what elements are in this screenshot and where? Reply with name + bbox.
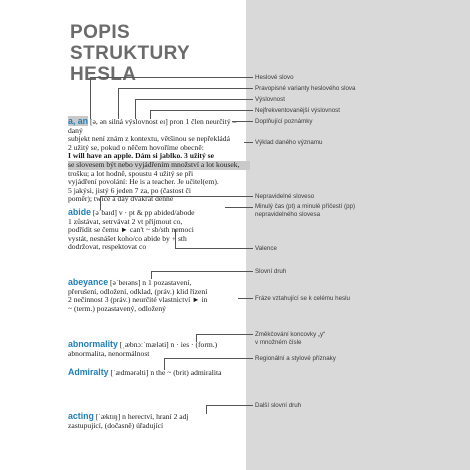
entry-text: ~ (term.) pozastavený, odložený	[68, 303, 166, 313]
entry-abnormality	[68, 340, 250, 358]
title-line-2: HESLA	[70, 64, 137, 85]
entry-text: podřídit se čemu ► can't ~ sb/sth nemoci	[68, 225, 194, 235]
entry-text: subjekt není znám z kontextu, většinou se nepřekládá	[68, 134, 230, 144]
entry-line	[68, 117, 250, 135]
annotation-valence: Valence	[255, 245, 277, 252]
annotation-phrase: Fráze vztahující se k celému heslu	[255, 295, 350, 302]
entry-abeyance	[68, 278, 250, 313]
entry-text: vystát, nesnášet koho/co abide by + sth	[68, 233, 187, 243]
leader-line	[238, 298, 253, 299]
leader-line	[164, 358, 165, 370]
headword: a, an	[68, 116, 89, 126]
entry-admiralty	[68, 368, 250, 378]
entry-text: [əˈbaɪd] v · pt & pp abided/abode	[92, 208, 195, 217]
leader-line	[150, 110, 253, 111]
annotation-y-softening-1: Změkčování koncovky „y“	[255, 331, 326, 338]
entry-text: [ˈædmərəlti] n the ~ (brit) admiralita	[110, 368, 222, 377]
leader-line	[150, 110, 151, 119]
entry-acting	[68, 412, 250, 430]
entry-text: I will have an apple. Dám si jablko. 3 užitý se	[68, 151, 214, 161]
annotation-regional-style: Regionální a stylové příznaky	[255, 355, 336, 362]
annotation-past-tense-2: nepravidelného slovesa	[255, 210, 321, 218]
leader-line	[225, 207, 253, 208]
leader-line	[196, 334, 253, 335]
entry-text: [ˌæbnɔːˈmæləti] n · ies · (form.)	[119, 340, 218, 349]
entry-text: 2 nečinnost 3 (práv.) neurčité vlastnictví ► in	[68, 295, 208, 305]
leader-line	[175, 248, 253, 249]
annotation-pronunciation: Výslovnost	[255, 96, 285, 103]
headword: abide	[68, 207, 91, 217]
leader-line	[151, 271, 152, 279]
headword: acting	[68, 411, 94, 421]
entry-text: trošku; a lot hodně, spoustu 4 užitý se při	[68, 168, 194, 178]
entry-abide	[68, 208, 250, 252]
leader-line	[164, 358, 253, 359]
leader-line	[118, 88, 253, 89]
leader-line	[100, 196, 253, 197]
entry-text: 1 zůstávat, setrvávat 2 vt přijmout co,	[68, 216, 183, 226]
leader-line	[175, 229, 176, 248]
leader-line	[244, 142, 253, 143]
entry-text: dodržovat, respektovat co	[68, 242, 147, 252]
annotation-notes: Doplňující poznámky	[255, 118, 313, 125]
leader-line	[232, 121, 253, 122]
leader-line	[90, 77, 253, 78]
annotation-another-pos: Další slovní druh	[255, 402, 302, 409]
annotation-y-softening-2: v množném čísle	[255, 338, 302, 346]
annotation-frequent-pronunciation: Nejfrekventovanější výslovnost	[255, 107, 340, 114]
entry-text: [əˈbeɪəns] n 1 pozastavení,	[110, 278, 192, 287]
entry-text: vyjádření povolání: He is a teacher. Je učitel(em).	[68, 177, 219, 187]
entry-text: 5 jakýsi, jistý 6 jeden 7 za, po (častost či	[68, 185, 191, 195]
entry-text: [ˈæktɪŋ] n herectví, hraní 2 adj	[95, 412, 189, 421]
leader-line	[90, 77, 91, 119]
entry-text: poměr); twice a day dvakrát denně	[68, 194, 174, 204]
annotation-part-of-speech: Slovní druh	[255, 268, 287, 275]
entry-text: přerušení, odložení, odklad, (práv.) klid řízení	[68, 286, 208, 296]
title-line-1: POPIS STRUKTURY	[70, 22, 191, 64]
annotation-past-tense-1: Minulý čas (pt) a minulé příčestí (pp)	[255, 203, 356, 210]
entry-text: abnormalita, nenormálnost	[68, 348, 150, 358]
leader-line	[206, 405, 253, 406]
annotation-irregular-verb: Nepravidelné sloveso	[255, 193, 315, 200]
leader-line	[196, 334, 197, 342]
leader-line	[118, 88, 119, 119]
page-title	[70, 22, 250, 85]
leader-line	[135, 99, 136, 119]
leader-line	[151, 271, 253, 272]
entry-text: 2 užitý se, pokud o něčem hovoříme obecně:	[68, 142, 204, 152]
annotation-headword: Heslové slovo	[255, 74, 294, 81]
entry-a-an	[68, 117, 250, 204]
headword: abeyance	[68, 277, 109, 287]
leader-line	[135, 99, 253, 100]
annotation-spelling-variants: Pravopisné varianty heslového slova	[255, 85, 356, 92]
leader-line	[100, 196, 101, 210]
headword: abnormality	[68, 339, 118, 349]
annotation-panel	[246, 0, 470, 470]
entry-text: zastupující, (dočasně) úřadující	[68, 420, 164, 430]
annotation-meaning: Výklad daného významu	[255, 139, 323, 146]
entry-text: se slovesem být nebo vyjádřením množství a lot kousek,	[68, 161, 250, 170]
headword: Admiralty	[68, 367, 109, 377]
leader-line	[206, 405, 207, 414]
entry-text: [ə, ən silná výslovnost eɪ] pron 1 člen neurčitý – daný	[68, 117, 237, 135]
